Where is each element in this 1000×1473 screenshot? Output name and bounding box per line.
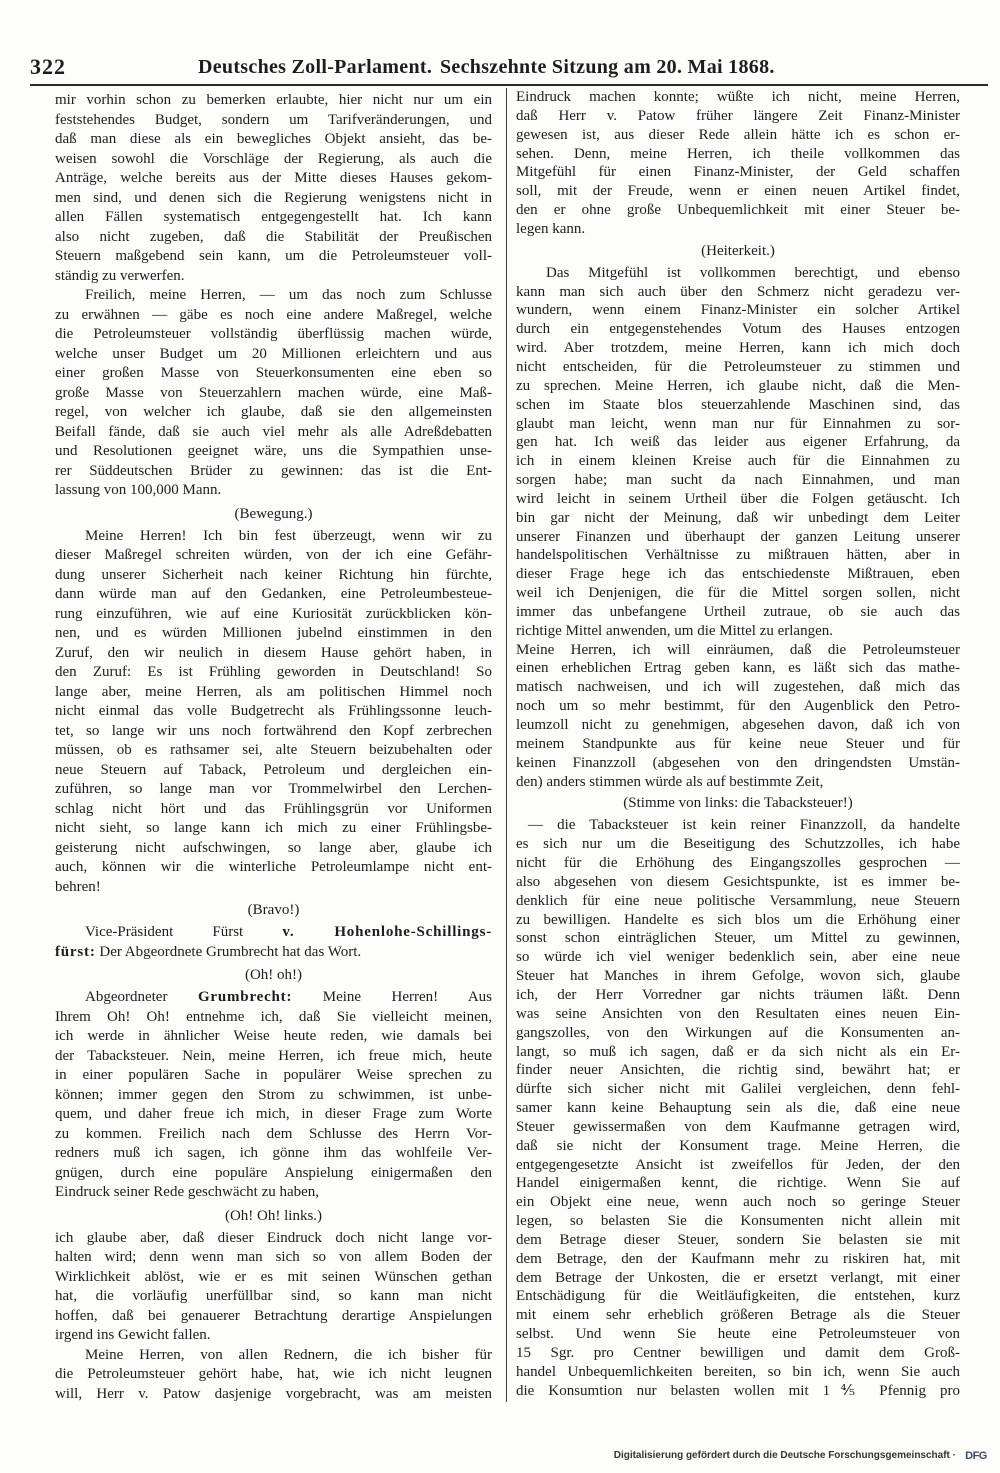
text-line	[55, 988, 492, 1008]
interjection: (Heiterkeit.)	[701, 242, 775, 259]
text-line: Entschädigung für die Weitläufigkeiten, die entstehen, kurz	[516, 1288, 960, 1305]
text-line: den) anders stimmen würde als auf bestimmte Zeit,	[516, 773, 824, 790]
text-line: legen, so belasten Sie die Konsumenten nicht allein mit	[516, 1213, 960, 1230]
text-line: wundern, wenn einem Finanz-Minister ein solcher Artikel	[516, 302, 960, 319]
paragraph	[55, 91, 492, 286]
paragraph	[516, 641, 960, 792]
interjection: (Oh! Oh! links.)	[224, 1207, 323, 1224]
text-line: Meine Herren, von allen Rednern, die ich bisher für	[85, 1346, 492, 1363]
text-line: weisen sowohl die Vorschläge der Regierung, als auch die	[55, 150, 492, 167]
text-line: nicht sieht, so lange kann ich mich zu einer Frühlingsbe-	[55, 820, 492, 836]
text-line: geisterung nicht aufschwingen, so lange aber, glaube ich	[55, 839, 492, 856]
text-line: ein Objekt eine neue, wenn auch noch so geringe Steuer	[516, 1194, 960, 1211]
text-line: in einer populären Sache in populärer Weise sprechen zu	[55, 1067, 492, 1083]
text-line: nen, und es würden Millionen jubelnd einstimmen in den	[55, 625, 492, 641]
text-line: unserer Finanzen und überhaupt der ganzen Leitung unserer	[516, 528, 960, 545]
text-line: schlag nicht hört und das Frühlingsgrün vor Uniformen	[55, 800, 492, 817]
text-line: Steuer gewissermaßen von dem Kaufmanne getragen wird,	[516, 1118, 960, 1135]
text-line: dieser Frage hege ich das entschiedenste Mißtrauen, eben	[516, 566, 960, 583]
right-column	[516, 88, 960, 1401]
text-run: Abgeordneter	[85, 989, 198, 1005]
text-line: Ihrem Oh! Oh! entnehme ich, daß Sie vielleicht meinen,	[55, 1008, 492, 1025]
text-run: Vice-Präsident Fürst	[85, 924, 283, 940]
text-line: auch, können wir die winterliche Petroleumlampe nicht ent-	[55, 859, 492, 875]
text-line: gewesen ist, aus dieser Rede allein hätte ich es schon er-	[516, 126, 960, 143]
text-line: tet, so lange wir uns noch fortwährend den Kopf zerbrechen	[55, 722, 492, 739]
text-line: rer Süddeutschen Brüder zu gewinnen: das ist die Ent-	[55, 462, 492, 479]
paragraph	[55, 286, 492, 501]
text-line: Eindruck seiner Rede geschwächt zu haben,	[55, 1184, 320, 1200]
text-line: meinem Standpunkte aus für keine neue Steuer und für	[516, 735, 960, 752]
text-line: immer das unbefangene Urtheil zutraue, ob sie auch das	[516, 603, 960, 620]
text-line: daß man diese als ein bewegliches Objekt ansieht, das be-	[55, 131, 492, 147]
text-line: handel Unbequemlichkeiten bereiten, so bin ich, wenn Sie auch	[516, 1363, 960, 1380]
text-line: Zuruf, den wir neulich in diesem Hause gehört haben, in	[55, 644, 492, 661]
header-rule	[30, 84, 988, 86]
speaker-name: fürst:	[55, 943, 96, 960]
text-line: den er ohne große Unbequemlichkeit mit einer Steuer be-	[516, 202, 960, 219]
text-line: es sich nur um die Beseitigung des Schutzzolles, ich habe	[516, 836, 960, 853]
text-line: einen erheblichen Ertrag geben kann, es läßt sich das mathe-	[516, 660, 960, 677]
text-line: rung einzuführen, wie auf eine Kuriosität zurückblicken kön-	[55, 605, 492, 622]
paragraph	[516, 816, 960, 1400]
text-line: leumzoll nicht zu genehmigen, abgesehen davon, daß ich von	[516, 717, 960, 733]
text-line: ich in einem kleinen Kreise auch für die Einnahmen zu	[516, 453, 960, 470]
text-line: sonst schon einträglichen Steuer, um Mittel zu gewinnen,	[516, 930, 960, 947]
text-run: Meine Herren! Aus	[292, 989, 492, 1005]
text-line: hat, die vorläufig unerfüllbar sind, so kann man nicht	[55, 1288, 492, 1304]
text-line: zu bewilligen. Handelte es sich blos um die Erhöhung einer	[516, 911, 960, 928]
text-line: gen hat. Ich weiß das leider aus eigener Erfahrung, da	[516, 434, 960, 451]
text-line: dem Betrage, den der Kaufmann mehr zu riskiren hat, mit	[516, 1250, 960, 1267]
text-line: handelspolitischen Verhältnisse zu mißtrauen hätten, aber in	[516, 547, 960, 564]
text-line: Eindruck machen konnte; wüßte ich nicht, meine Herren,	[516, 89, 960, 105]
paragraph	[55, 923, 492, 962]
text-line: sorgen habe; man sucht da nach Einnahmen, und man	[516, 472, 960, 489]
text-line: also nicht zugeben, daß die Stabilität der Preußischen	[55, 228, 492, 245]
paragraph	[516, 88, 960, 239]
text-line: dieser Maßregel schreiten würden, von der ich eine Gefähr-	[55, 547, 492, 563]
text-line: und Resolutionen geeignet wäre, uns die Sympathien unse-	[55, 443, 492, 459]
text-line: müssen, ob es rathsamer sei, alte Steuern beizubehalten oder	[55, 742, 492, 758]
text-line: — die Tabacksteuer ist kein reiner Finanzzoll, da handelte	[528, 817, 960, 834]
text-line: Anträge, welche bereits aus der Mitte dieses Hauses gekom-	[55, 170, 492, 186]
paragraph	[55, 988, 492, 1203]
interjection: (Bravo!)	[247, 902, 300, 918]
running-head-session: Sechszehnte Sitzung am 20. Mai 1868.	[440, 56, 775, 78]
text-line: lassung von 100,000 Mann.	[55, 482, 222, 498]
text-line: soll, mit der Freude, wenn er einen neuen Artikel findet,	[516, 183, 960, 200]
text-line: legen kann.	[516, 220, 586, 237]
text-line: gangszolles, von den Wirkungen auf die Konsumenten an-	[516, 1024, 960, 1041]
text-line: ich glaube aber, daß dieser Eindruck doch nicht lange vor-	[55, 1229, 492, 1246]
text-line: kann man sich auch über den Schmerz nicht geradezu ver-	[516, 283, 960, 300]
text-line: Wirklichkeit ablöst, wie er es mit seinen Wünschen gethan	[55, 1268, 492, 1285]
text-line: also abgesehen von diesem Gesichtspunkte, ist es immer be-	[516, 873, 960, 890]
text-line: die Konsumtion nur belasten wollen mit 1⅘ Pfennig pro	[516, 1382, 960, 1399]
running-head-title: Deutsches Zoll-Parlament.	[198, 56, 433, 78]
text-line	[55, 923, 492, 943]
text-line: dann würde man auf den Gedanken, eine Petroleumbesteue-	[55, 586, 492, 602]
paragraph	[516, 264, 960, 641]
text-line: feststehendes Budget, sondern um Tarifveränderungen, und	[55, 111, 492, 128]
text-line: einer großen Masse von Steuerkonsumenten eine eben so	[55, 365, 492, 381]
text-line: will, Herr v. Patow dasjenige vorgebracht, was am meisten	[55, 1385, 492, 1402]
text-line: dem Betrage dieser Steuer, sondern Sie belasten sie mit	[516, 1231, 960, 1248]
text-line: Beifall fände, daß sie auch viel mehr als alle Adreßdebatten	[55, 423, 492, 440]
paragraph	[55, 527, 492, 898]
text-line: Meine Herren! Ich bin fest überzeugt, wenn wir zu	[85, 527, 492, 544]
text-line: sehen. Denn, meine Herren, ich theile vollkommen das	[516, 145, 960, 162]
text-line: nicht für die Erhöhung des Eingangszolles gesprochen —	[516, 855, 960, 872]
text-line: samer kann keine Behauptung sein als die, daß eine neue	[516, 1100, 960, 1117]
text-line: selbst. Und wenn Sie heute eine Petroleumsteuer von	[516, 1326, 960, 1343]
text-line: wird. Aber trotzdem, meine Herren, kann ich mich doch	[516, 340, 960, 357]
text-line: Das Mitgefühl ist vollkommen berechtigt, und ebenso	[546, 264, 960, 281]
text-line: Steuern maßgebend sein kann, um die Petroleumsteuer voll-	[55, 248, 492, 264]
text-line: neue Steuern auf Taback, Petroleum und dergleichen ein-	[55, 761, 492, 778]
text-line: wird leicht in seinem Urtheil über die Folgen getäuscht. Ich	[516, 490, 960, 507]
page-number: 322	[30, 54, 66, 79]
text-line: zu kommen. Freilich nach dem Schlusse des Herrn Vor-	[55, 1125, 492, 1142]
text-line: zu sprechen. Meine Herren, ich glaube nicht, daß die Men-	[516, 377, 960, 394]
text-line: daß sie nicht der Konsument trage. Meine Herren, die	[516, 1137, 960, 1154]
text-line: mir vorhin schon zu bemerken erlaubte, hier nicht nur um ein	[55, 92, 492, 108]
speaker-name: Grumbrecht:	[197, 989, 293, 1005]
text-line: glaubt man leicht, wenn man nur für Einnahmen zu sor-	[516, 415, 960, 432]
text-line: bin gar nicht der Meinung, daß wir unbedingt dem Leiter	[516, 509, 960, 526]
left-column	[55, 91, 492, 1404]
text-line: Meine Herren, ich will einräumen, daß die Petroleumsteuer	[516, 641, 960, 658]
text-line: nicht entscheiden, für die Petroleumsteuer zu stimmen und	[516, 358, 960, 375]
text-line: langt, so muß ich sagen, daß er da sich nicht als ein Er-	[516, 1043, 960, 1060]
text-line: daß Herr v. Patow früher längere Zeit Finanz-Minister	[516, 107, 960, 124]
text-line: der Tabacksteuer. Nein, meine Herren, ich freue mich, heute	[55, 1047, 492, 1064]
text-line: hoffen, daß bei genauerer Betrachtung derartige Anspielungen	[55, 1307, 492, 1324]
text-run: Der Abgeordnete Grumbrecht hat das Wort.	[95, 943, 362, 960]
text-line: irgend ins Gewicht fallen.	[55, 1327, 211, 1343]
text-line: welche unser Budget um 20 Millionen erleichtern und aus	[55, 345, 492, 362]
text-line: zuführen, so lange man vor Trommelwirbel den Lerchen-	[55, 781, 492, 797]
text-line: dung unserer Sicherheit nach keiner Richtung hin fürchte,	[55, 566, 492, 583]
text-line: nicht einmal das volle Budgetrecht als Frühlingssonne leuch-	[55, 703, 492, 719]
text-line: quem, und daher freue ich mich, in dieser Frage zum Worte	[55, 1106, 492, 1122]
text-line: Freilich, meine Herren, — um das noch zum Schlusse	[85, 287, 492, 303]
text-line: finder neuer Ansichten, die richtig sind, bewährt hat; er	[516, 1062, 960, 1079]
text-line: ständig zu verwerfen.	[55, 267, 185, 284]
text-line	[55, 943, 492, 963]
text-line: regel, von welcher ich glaube, daß sie den allgemeinsten	[55, 404, 492, 420]
column-divider	[506, 88, 507, 1402]
text-line: lange aber, meine Herren, als am politischen Himmel noch	[55, 683, 492, 700]
text-line: so würde ich viel weniger bedenklich sein, aber eine neue	[516, 949, 960, 966]
text-line: durch ein entgegenstehendes Votum des Hauses entzogen	[516, 321, 960, 338]
text-line: Handel einigermaßen kennt, die richtige. Wenn Sie auf	[516, 1175, 960, 1192]
text-line: den Zuruf: Es ist Frühling geworden in Deutschland! So	[55, 664, 492, 680]
text-line: was seine Ansichten von den Resultaten eines neuen Ein-	[516, 1005, 960, 1022]
text-line: noch um so mehr bestimmt, für den Augenblick den Petro-	[516, 698, 960, 715]
text-line: dürfte sich sicher nicht mit Galilei vergleichen, denn fehl-	[516, 1081, 960, 1098]
text-line: die Petroleumsteuer vollständig überflüssig machen würde,	[55, 326, 492, 342]
text-line: allen Fällen systematisch entgegengestellt hat. Ich kann	[55, 209, 492, 225]
text-line: richtige Mittel anwenden, um die Mittel zu erlangen.	[516, 622, 833, 639]
paragraph	[55, 1229, 492, 1346]
text-line: halten wird; denn wenn man sich so von allem Boden der	[55, 1249, 492, 1265]
text-line: große Masse von Steuerzahlern machen würde, eine Maß-	[55, 384, 492, 401]
text-line: schen im Staate blos steuerzahlende Maschinen sind, das	[516, 396, 960, 413]
text-line: Steuer hat Manches in ihrem Gefolge, wovon sich, glaube	[516, 968, 960, 985]
text-line: können; immer gegen den Strom zu schwimmen, ist unbe-	[55, 1086, 492, 1103]
text-line: die Petroleumsteuer gehört habe, hat, wie ich nicht leugnen	[55, 1366, 492, 1382]
interjection: (Oh! oh!)	[244, 967, 303, 983]
text-line: behren!	[55, 878, 101, 895]
text-line: zu erwähnen — gäbe es noch eine andere Maßregel, welche	[55, 306, 492, 323]
text-line: men sind, und denen sich die Regierung wenigstens nicht in	[55, 189, 492, 206]
text-line: weil ich Denjenigen, die für die Mittel sorgen sollen, nicht	[516, 585, 960, 602]
text-line: 15 Sgr. pro Centner bewilligen und damit dem Groß-	[516, 1345, 960, 1361]
text-line: entgegengesetzte Ansicht ist zweifellos für Jeden, der den	[516, 1156, 960, 1173]
digitization-credit: Digitalisierung gefördert durch die Deutsche Forschungsgemeinschaft ·	[613, 1450, 956, 1461]
text-line: mit einem sehr erheblich größeren Betrage als die Steuer	[516, 1307, 960, 1324]
text-line: denklich für eine neue politische Versammlung, neue Steuern	[516, 892, 960, 909]
text-line: keinen Finanzzoll (abgesehen von den dringendsten Umstän-	[516, 754, 960, 771]
text-line: redners muß ich sagen, ich gönne ihm das wohlfeile Ver-	[55, 1145, 492, 1161]
dfg-logo: DFG	[965, 1450, 987, 1462]
paragraph	[55, 1346, 492, 1405]
text-line: dem Betrage der Unkosten, die er ersetzt verlangt, mit einer	[516, 1269, 960, 1286]
text-line: matisch nachweisen, und ich will zugestehen, daß mich das	[516, 679, 960, 696]
speaker-name: v. Hohenlohe-Schillings-	[282, 924, 492, 940]
text-line: ich, der Herr Vorredner gar nichts träumen läßt. Denn	[516, 986, 960, 1003]
text-line: gnügen, durch eine populäre Anspielung einigermaßen den	[55, 1164, 492, 1181]
text-line: Mitgefühl für einen Finanz-Minister, der Geld schaffen	[516, 164, 960, 181]
interjection: (Bewegung.)	[234, 505, 313, 522]
text-line: ich werde in ähnlicher Weise heute reden, wie damals bei	[55, 1028, 492, 1044]
interjection: (Stimme von links: die Tabacksteuer!)	[623, 795, 853, 812]
